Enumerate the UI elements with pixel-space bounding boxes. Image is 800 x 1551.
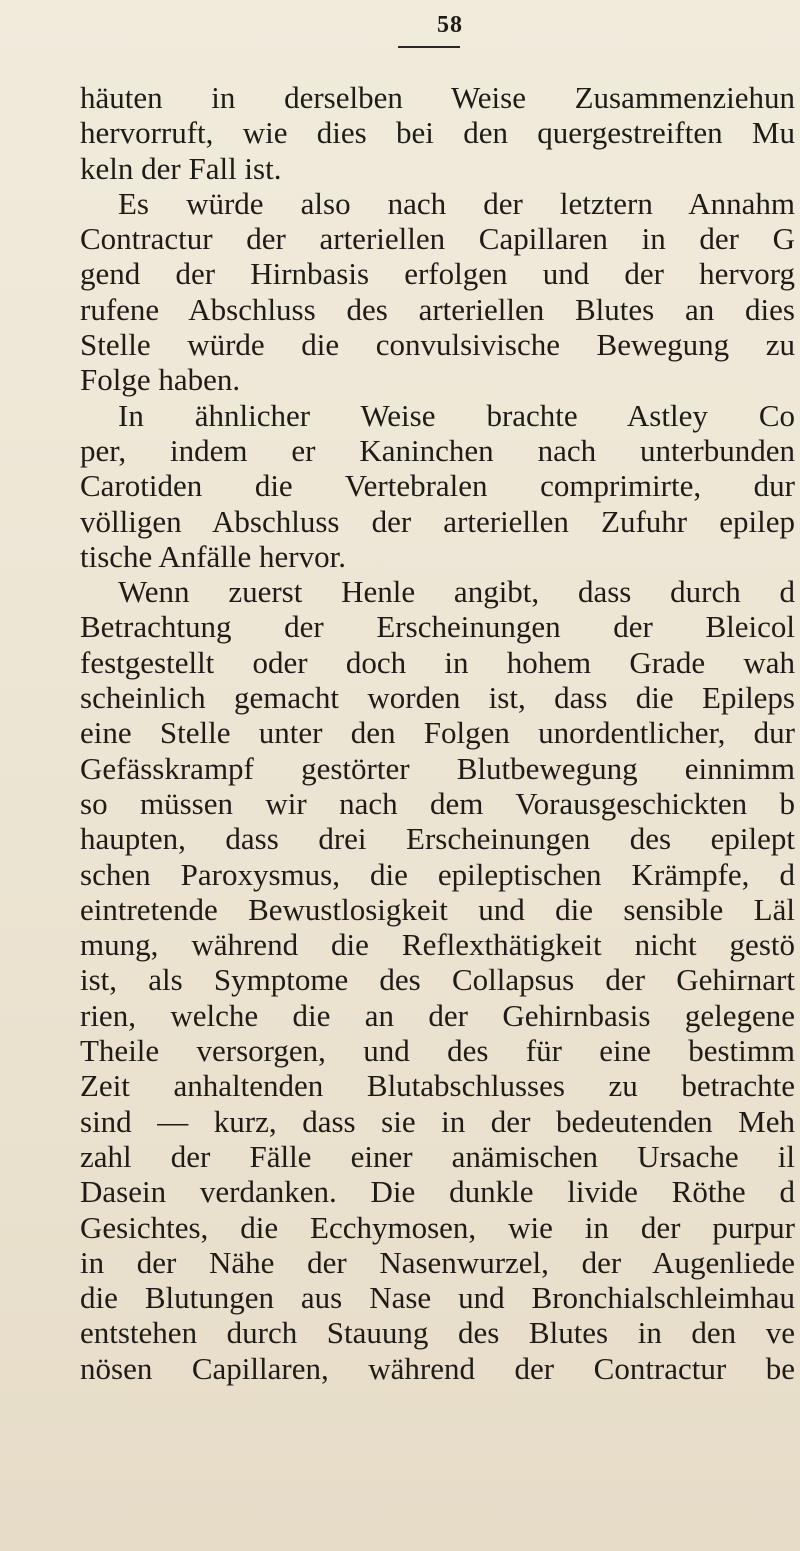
text-line: Dasein verdanken. Die dunkle livide Röthe d <box>80 1174 795 1210</box>
text-line: nösen Capillaren, während der Contractur be <box>80 1350 795 1386</box>
page-number: 58 <box>437 12 463 38</box>
text-line: hervorruft, wie dies bei den quergestreiften Mu <box>80 115 795 151</box>
header-rule <box>398 46 460 48</box>
text-line: häuten in derselben Weise Zusammenziehun <box>80 80 795 115</box>
text-line: Wenn zuerst Henle angibt, dass durch d <box>118 574 795 610</box>
text-line: zahl der Fälle einer anämischen Ursache il <box>80 1138 795 1174</box>
text-line: per, indem er Kaninchen nach unterbunden <box>80 432 795 468</box>
text-line: Carotiden die Vertebralen comprimirte, dur <box>80 468 795 504</box>
text-line: Theile versorgen, und des für eine bestimm <box>80 1033 795 1069</box>
text-line: in der Nähe der Nasenwurzel, der Augenliede <box>80 1244 795 1280</box>
text-line: scheinlich gemacht worden ist, dass die Epileps <box>80 680 795 716</box>
text-line: In ähnlicher Weise brachte Astley Co <box>118 397 795 433</box>
text-line: mung, während die Reflexthätigkeit nicht gestö <box>80 927 795 963</box>
text-line: keln der Fall ist. <box>80 150 282 186</box>
text-line: Gesichtes, die Ecchymosen, wie in der purpur <box>80 1209 795 1245</box>
text-line: Folge haben. <box>80 362 241 398</box>
text-line: eintretende Bewustlosigkeit und die sensible Läl <box>80 891 795 927</box>
text-line: so müssen wir nach dem Vorausgeschickten b <box>80 785 795 821</box>
text-line: Betrachtung der Erscheinungen der Bleicol <box>80 609 795 645</box>
text-line: Zeit anhaltenden Blutabschlusses zu betrachte <box>80 1068 795 1104</box>
text-line: gend der Hirnbasis erfolgen und der hervorg <box>80 256 795 292</box>
text-line: tische Anfälle hervor. <box>80 538 346 574</box>
text-line: völligen Abschluss der arteriellen Zufuhr epilep <box>80 503 795 539</box>
text-line: die Blutungen aus Nase und Bronchialschleimhau <box>80 1280 795 1316</box>
text-line: schen Paroxysmus, die epileptischen Krämpfe, d <box>80 856 795 892</box>
text-line: ist, als Symptome des Collapsus der Gehirnart <box>80 962 795 998</box>
text-line: sind — kurz, dass sie in der bedeutenden Meh <box>80 1103 795 1139</box>
text-line: Contractur der arteriellen Capillaren in der G <box>80 221 795 257</box>
text-line: rufene Abschluss des arteriellen Blutes an dies <box>80 291 795 327</box>
text-line: entstehen durch Stauung des Blutes in den ve <box>80 1315 795 1351</box>
text-line: Gefässkrampf gestörter Blutbewegung einnimm <box>80 750 795 786</box>
text-line: haupten, dass drei Erscheinungen des epilept <box>80 821 795 857</box>
text-line: festgestellt oder doch in hohem Grade wah <box>80 644 795 680</box>
text-line: Stelle würde die convulsivische Bewegung zu <box>80 327 795 363</box>
text-line: eine Stelle unter den Folgen unordentlicher, dur <box>80 715 795 751</box>
text-line: Es würde also nach der letztern Annahm <box>118 185 795 221</box>
text-line: rien, welche die an der Gehirnbasis gelegene <box>80 997 795 1033</box>
body-text <box>80 80 795 1386</box>
